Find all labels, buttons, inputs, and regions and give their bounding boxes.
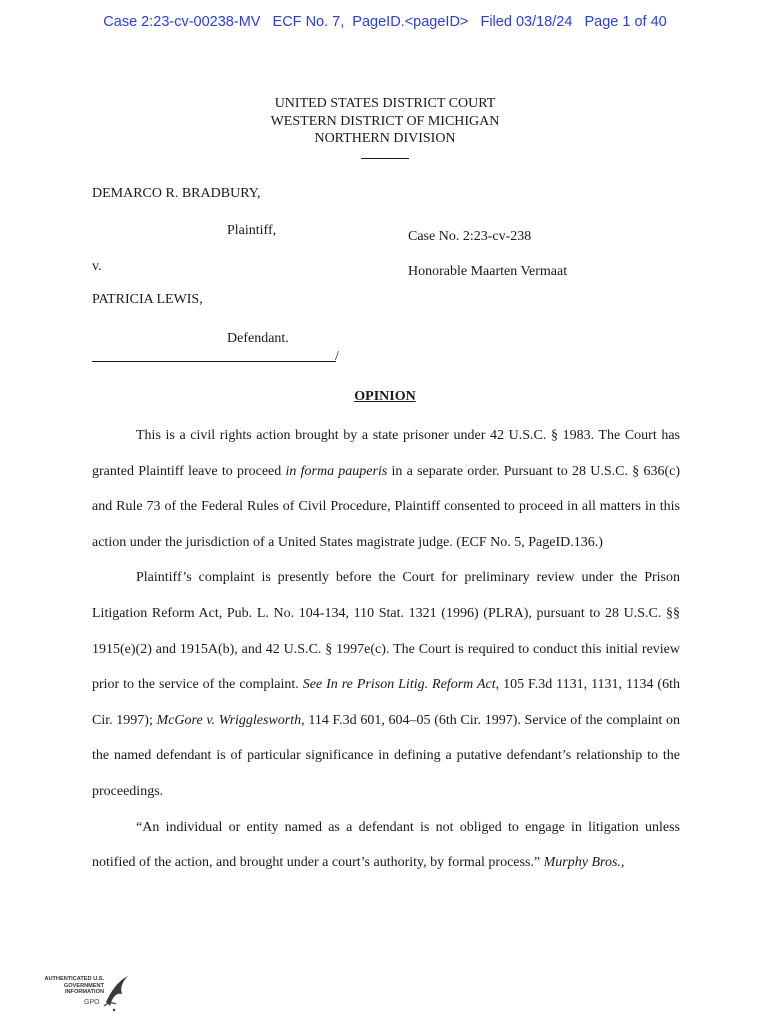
plaintiff-role: Plaintiff, xyxy=(227,223,277,238)
ecf-header: Case 2:23-cv-00238-MV ECF No. 7, PageID.<pageID> Filed 03/18/24 Page 1 of 40 xyxy=(103,14,667,30)
court-division: NORTHERN DIVISION xyxy=(314,131,456,146)
defendant-role: Defendant. xyxy=(227,331,289,346)
p2-text-a: Plaintiff’s complaint is presently before the Court for preliminary review under the Prison Litigation Reform Act, Pub. L. No. 104-134, 110 Stat. 1321 (1996) (PLRA), pursuant to 28 U.S.C. §§ 1915(e)(2) and 1915A(b), and 42 U.S.C. § 1997e(c). The Court is required to conduct this initial review prior to the service of the complaint. xyxy=(92,570,680,693)
court-heading xyxy=(0,95,770,159)
p1-text-a: This is a civil rights action brought by a state prisoner under 42 U.S.C. § 1983. The Court has granted Plaintiff leave to proceed xyxy=(92,428,680,479)
paragraph-1 xyxy=(92,418,680,560)
heading-divider xyxy=(361,158,409,159)
judge-name: Honorable Maarten Vermaat xyxy=(408,264,568,279)
caption-slash: / xyxy=(335,349,339,364)
p2-citation-1: See In re Prison Litig. Reform Act xyxy=(302,677,496,693)
p1-italic: in forma pauperis xyxy=(285,463,388,479)
p1-text-b: in a separate order. Pursuant to 28 U.S.C. § 636(c) and Rule 73 of the Federal Rules of Civil Procedure, Plaintiff consented to proceed in all matters in this action under the jurisdiction of a United States magistrate judge. (ECF No. 5, PageID.136.) xyxy=(92,463,681,550)
opinion-body xyxy=(92,418,680,881)
p2-citation-2: McGore v. Wrigglesworth xyxy=(156,712,302,728)
document-title: OPINION xyxy=(354,389,416,404)
p2-text-b: , 105 F.3d 1131, 1131, 1134 (6th Cir. 1997); xyxy=(92,677,680,728)
court-district: WESTERN DISTRICT OF MICHIGAN xyxy=(270,113,500,129)
gpo-eagle-icon xyxy=(100,972,132,1016)
paragraph-2 xyxy=(92,560,680,809)
p3-citation: Murphy Bros., xyxy=(543,855,625,871)
seal-text: AUTHENTICATED U.S. GOVERNMENT INFORMATION xyxy=(44,976,104,996)
court-name: UNITED STATES DISTRICT COURT xyxy=(274,96,496,111)
caption-rule xyxy=(92,361,336,362)
gpo-authentication-seal xyxy=(44,972,134,1016)
versus: v. xyxy=(92,259,102,274)
defendant-name: PATRICIA LEWIS, xyxy=(92,292,203,307)
gpo-label: GPO xyxy=(84,999,100,1006)
p3-text-a: “An individual or entity named as a defendant is not obliged to engage in litigation unless notified of the action, and brought under a court’s authority, by formal process.” xyxy=(92,819,680,871)
case-number: Case No. 2:23-cv-238 xyxy=(408,229,532,244)
plaintiff-name: DEMARCO R. BRADBURY, xyxy=(92,186,261,201)
paragraph-3 xyxy=(92,810,680,881)
p2-text-c: , 114 F.3d 601, 604–05 (6th Cir. 1997). Service of the complaint on the named defendant is of particular significance in defining a putative defendant’s relationship to the proceedings. xyxy=(92,712,680,799)
